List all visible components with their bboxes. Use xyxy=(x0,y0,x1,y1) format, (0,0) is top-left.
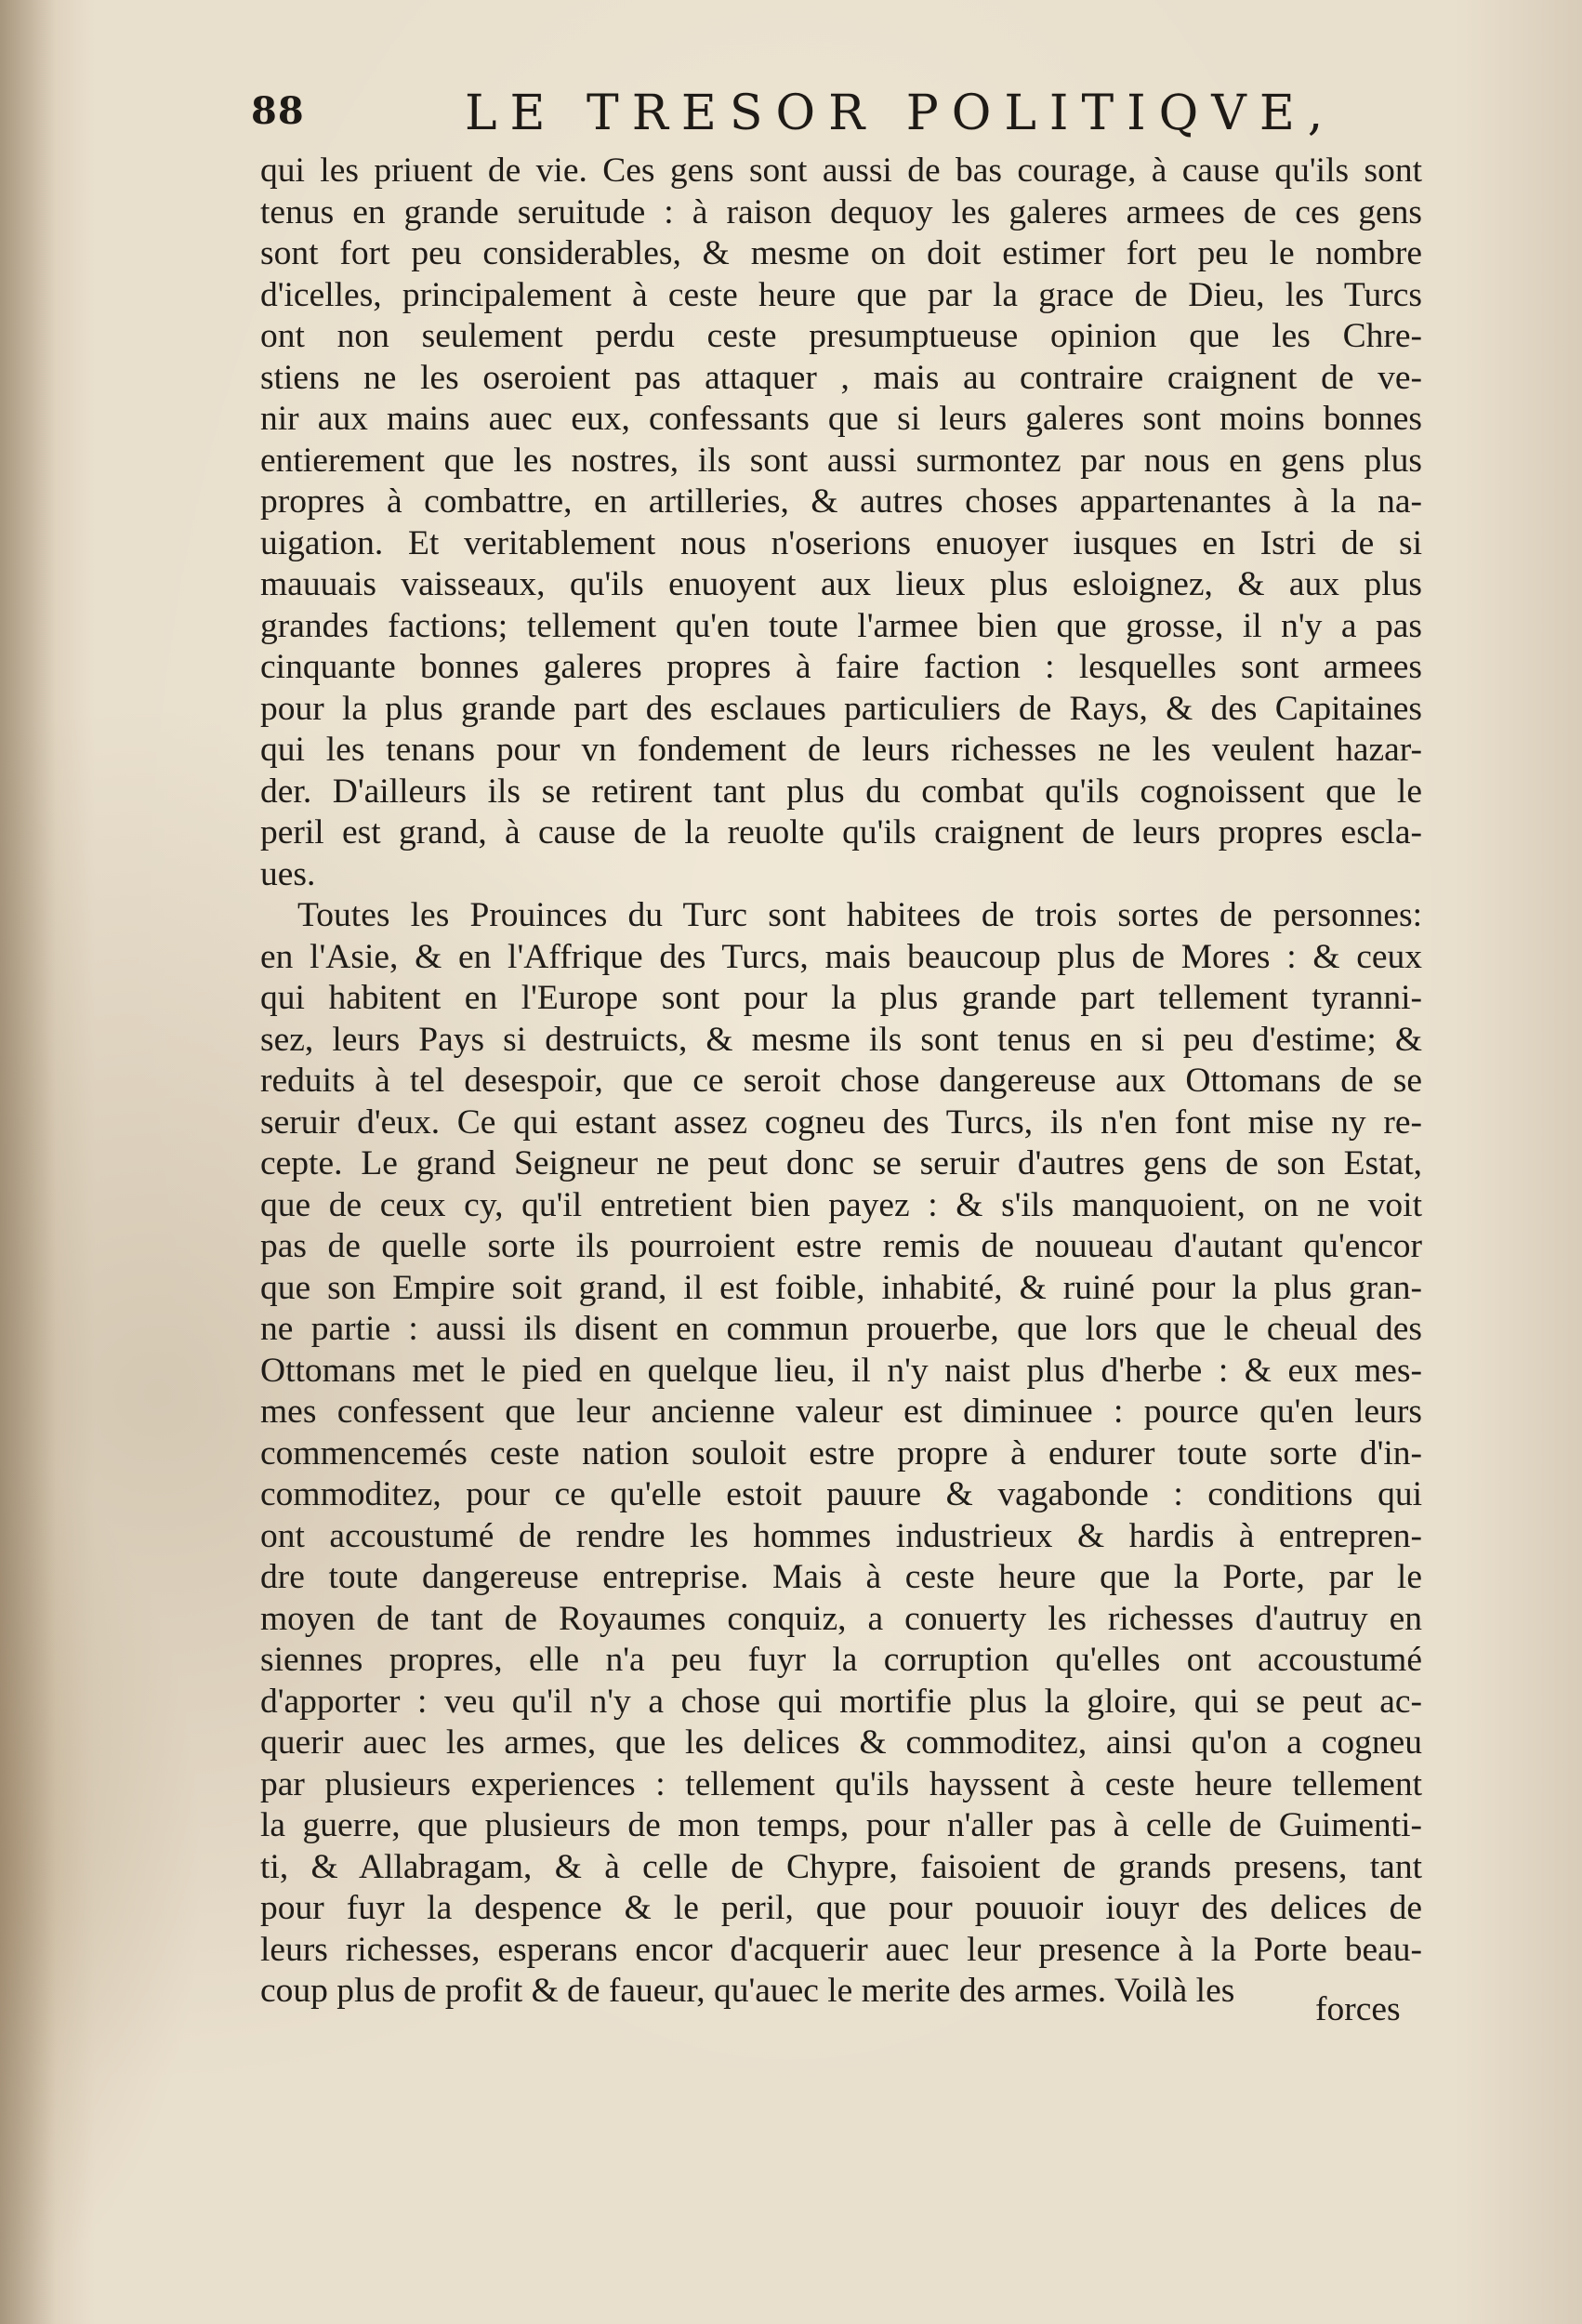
text-line: ues. xyxy=(260,854,316,893)
running-title: LE TRESOR POLITIQVE, xyxy=(465,86,1337,141)
text-body xyxy=(260,151,1422,2013)
paragraph xyxy=(260,895,1422,2013)
text-line: qui les tenans pour vn fondement de leurs richesses ne les veulent hazar- xyxy=(260,731,1422,769)
text-line: moyen de tant de Royaumes conquiz, a conuerty les richesses d'autruy en xyxy=(260,1599,1422,1638)
paper-stain xyxy=(0,1450,204,2287)
text-line: que son Empire soit grand, il est foible, inhabité, & ruiné pour la plus gran- xyxy=(260,1268,1422,1307)
text-line: ti, & Allabragam, & à celle de Chypre, faisoient de grands presens, tant xyxy=(260,1847,1422,1886)
text-line: en l'Asie, & en l'Affrique des Turcs, mais beaucoup plus de Mores : & ceux xyxy=(260,937,1422,976)
text-line: pour la plus grande part des esclaues particuliers de Rays, & des Capitaines xyxy=(260,689,1422,728)
text-line: qui habitent en l'Europe sont pour la plus grande part tellement tyranni- xyxy=(260,979,1422,1017)
page-number: 88 xyxy=(251,89,305,133)
text-line: querir auec les armes, que les delices & commoditez, ainsi qu'on a cogneu xyxy=(260,1723,1422,1762)
text-line: ne partie : aussi ils disent en commun prouerbe, que lors que le cheual des xyxy=(260,1310,1422,1348)
text-line: commoditez, pour ce qu'elle estoit pauure & vagabonde : conditions qui xyxy=(260,1475,1422,1513)
text-line: commencemés ceste nation souloit estre propre à endurer toute sorte d'in- xyxy=(260,1433,1422,1472)
text-line: cinquante bonnes galeres propres à faire faction : lesquelles sont armees xyxy=(260,648,1422,686)
text-line: dre toute dangereuse entreprise. Mais à ceste heure que la Porte, par le xyxy=(260,1558,1422,1596)
running-head xyxy=(251,86,1422,151)
text-line: Toutes les Prouinces du Turc sont habitees de trois sortes de personnes: xyxy=(297,896,1422,934)
text-line: seruir d'eux. Ce qui estant assez cogneu des Turcs, ils n'en font mise ny re- xyxy=(260,1103,1422,1142)
text-line: sont fort peu considerables, & mesme on doit estimer fort peu le nombre xyxy=(260,234,1422,272)
text-line: sez, leurs Pays si destruicts, & mesme ils sont tenus en si peu d'estime; & xyxy=(260,1020,1422,1059)
text-line: entierement que les nostres, ils sont aussi surmontez par nous en gens plus xyxy=(260,441,1422,480)
text-line: nir aux mains auec eux, confessants que si leurs galeres sont moins bonnes xyxy=(260,400,1422,438)
text-line: reduits à tel desespoir, que ce seroit chose dangereuse aux Ottomans de se xyxy=(260,1062,1422,1100)
catchword: forces xyxy=(1315,1990,1401,2028)
text-line: par plusieurs experiences : tellement qu'ils hayssent à ceste heure tellement xyxy=(260,1764,1422,1803)
paragraph xyxy=(260,151,1422,895)
text-line: uigation. Et veritablement nous n'oserions enuoyer iusques en Istri de si xyxy=(260,523,1422,562)
text-line: leurs richesses, esperans encor d'acquerir auec leur presence à la Porte beau- xyxy=(260,1930,1422,1969)
text-line: que de ceux cy, qu'il entretient bien payez : & s'ils manquoient, on ne voit xyxy=(260,1185,1422,1224)
text-line: grandes factions; tellement qu'en toute l'armee bien que grosse, il n'y a pas xyxy=(260,606,1422,645)
text-line: mauuais vaisseaux, qu'ils enuoyent aux lieux plus esloignez, & aux plus xyxy=(260,565,1422,603)
text-line: siennes propres, elle n'a peu fuyr la corruption qu'elles ont accoustumé xyxy=(260,1641,1422,1679)
text-line: ont non seulement perdu ceste presumptueuse opinion que les Chre- xyxy=(260,317,1422,355)
text-line: tenus en grande seruitude : à raison dequoy les galeres armees de ces gens xyxy=(260,192,1422,231)
text-line: qui les priuent de vie. Ces gens sont aussi de bas courage, à cause qu'ils sont xyxy=(260,152,1422,190)
text-line: pas de quelle sorte ils pourroient estre remis de nouueau d'autant qu'encor xyxy=(260,1227,1422,1265)
text-line: Ottomans met le pied en quelque lieu, il n'y naist plus d'herbe : & eux mes- xyxy=(260,1351,1422,1390)
text-line: der. D'ailleurs ils se retirent tant plus du combat qu'ils cognoissent que le xyxy=(260,772,1422,811)
text-line: la guerre, que plusieurs de mon temps, pour n'aller pas à celle de Guimenti- xyxy=(260,1806,1422,1844)
text-line: mes confessent que leur ancienne valeur est diminuee : pource qu'en leurs xyxy=(260,1393,1422,1431)
text-line: stiens ne les oseroient pas attaquer , mais au contraire craignent de ve- xyxy=(260,358,1422,397)
text-line: peril est grand, à cause de la reuolte qu'ils craignent de leurs propres escla- xyxy=(260,813,1422,852)
text-line: pour fuyr la despence & le peril, que pour pouuoir iouyr des delices de xyxy=(260,1889,1422,1927)
text-line: cepte. Le grand Seigneur ne peut donc se seruir d'autres gens de son Estat, xyxy=(260,1144,1422,1182)
text-line: d'icelles, principalement à ceste heure que par la grace de Dieu, les Turcs xyxy=(260,275,1422,314)
text-line: coup plus de profit & de faueur, qu'auec le merite des armes. Voilà les xyxy=(260,1972,1235,2010)
text-line: ont accoustumé de rendre les hommes industrieux & hardis à entrepren- xyxy=(260,1516,1422,1555)
text-line: d'apporter : veu qu'il n'y a chose qui mortifie plus la gloire, qui se peut ac- xyxy=(260,1682,1422,1721)
text-line: propres à combattre, en artilleries, & autres choses appartenantes à la na- xyxy=(260,482,1422,521)
